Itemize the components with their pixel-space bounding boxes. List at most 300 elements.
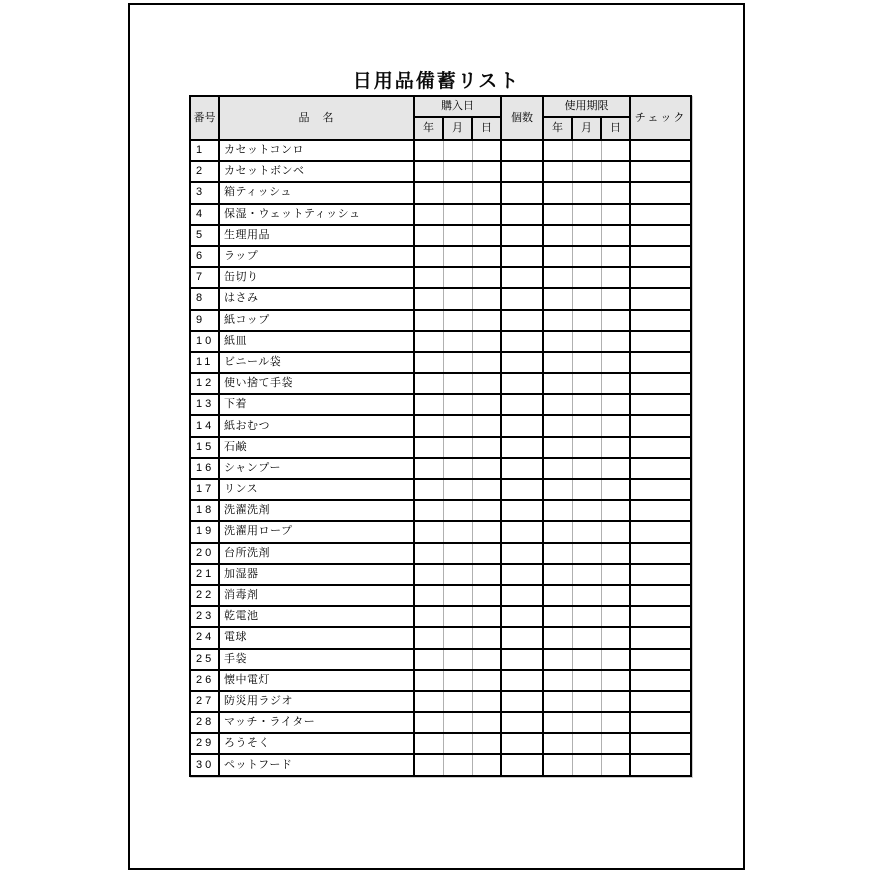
expiry-month-cell [572, 585, 601, 606]
expiry-year-cell [543, 352, 572, 373]
check-cell [630, 691, 691, 712]
expiry-day-cell [601, 225, 630, 246]
purchase-day-cell [472, 543, 501, 564]
expiry-year-cell [543, 437, 572, 458]
row-number: 6 [190, 246, 219, 267]
table-row [190, 670, 691, 691]
item-name: 懐中電灯 [219, 670, 414, 691]
purchase-month-cell [443, 267, 472, 288]
item-name: ラップ [219, 246, 414, 267]
check-cell [630, 310, 691, 331]
quantity-cell [501, 521, 543, 542]
col-header-quantity: 個数 [501, 96, 543, 140]
purchase-day-cell [472, 437, 501, 458]
expiry-year-cell [543, 543, 572, 564]
expiry-year-cell [543, 585, 572, 606]
expiry-month-cell [572, 712, 601, 733]
row-number: 12 [190, 373, 219, 394]
purchase-day-cell [472, 627, 501, 648]
purchase-year-cell [414, 606, 443, 627]
row-number: 26 [190, 670, 219, 691]
expiry-year-cell [543, 754, 572, 775]
quantity-cell [501, 373, 543, 394]
expiry-year-cell [543, 182, 572, 203]
item-name: 電球 [219, 627, 414, 648]
quantity-cell [501, 754, 543, 775]
expiry-month-cell [572, 161, 601, 182]
expiry-year-cell [543, 627, 572, 648]
item-name: 紙皿 [219, 331, 414, 352]
expiry-day-cell [601, 733, 630, 754]
expiry-day-cell [601, 691, 630, 712]
expiry-year-cell [543, 310, 572, 331]
purchase-day-cell [472, 204, 501, 225]
purchase-year-cell [414, 182, 443, 203]
expiry-year-cell [543, 521, 572, 542]
table-row [190, 352, 691, 373]
expiry-month-cell [572, 627, 601, 648]
purchase-day-cell [472, 521, 501, 542]
purchase-month-cell [443, 394, 472, 415]
purchase-month-cell [443, 415, 472, 436]
purchase-day-cell [472, 733, 501, 754]
check-cell [630, 288, 691, 309]
table-row [190, 500, 691, 521]
row-number: 14 [190, 415, 219, 436]
expiry-year-cell [543, 500, 572, 521]
purchase-day-cell [472, 585, 501, 606]
col-header-purchase-date: 購入日 [414, 96, 501, 117]
purchase-day-cell [472, 182, 501, 203]
expiry-year-cell [543, 479, 572, 500]
purchase-year-cell [414, 394, 443, 415]
purchase-year-cell [414, 140, 443, 161]
expiry-day-cell [601, 649, 630, 670]
purchase-month-cell [443, 585, 472, 606]
quantity-cell [501, 479, 543, 500]
check-cell [630, 204, 691, 225]
purchase-month-cell [443, 670, 472, 691]
check-cell [630, 500, 691, 521]
purchase-year-cell [414, 458, 443, 479]
item-name: 加湿器 [219, 564, 414, 585]
expiry-day-cell [601, 500, 630, 521]
expiry-month-cell [572, 691, 601, 712]
col-header-expiry-year: 年 [543, 117, 572, 140]
purchase-day-cell [472, 415, 501, 436]
expiry-month-cell [572, 754, 601, 775]
check-cell [630, 458, 691, 479]
quantity-cell [501, 288, 543, 309]
purchase-year-cell [414, 543, 443, 564]
purchase-year-cell [414, 246, 443, 267]
row-number: 13 [190, 394, 219, 415]
purchase-day-cell [472, 267, 501, 288]
purchase-month-cell [443, 606, 472, 627]
item-name: 保湿・ウェットティッシュ [219, 204, 414, 225]
quantity-cell [501, 331, 543, 352]
item-name: 洗濯用ロープ [219, 521, 414, 542]
item-name: ペットフード [219, 754, 414, 775]
expiry-month-cell [572, 352, 601, 373]
purchase-day-cell [472, 691, 501, 712]
table-row [190, 437, 691, 458]
expiry-day-cell [601, 670, 630, 691]
purchase-month-cell [443, 140, 472, 161]
item-name: ビニール袋 [219, 352, 414, 373]
expiry-day-cell [601, 564, 630, 585]
purchase-month-cell [443, 479, 472, 500]
row-number: 19 [190, 521, 219, 542]
col-header-expiry-day: 日 [601, 117, 630, 140]
item-name: カセットコンロ [219, 140, 414, 161]
table-body [190, 140, 691, 776]
quantity-cell [501, 649, 543, 670]
row-number: 27 [190, 691, 219, 712]
table-row [190, 543, 691, 564]
expiry-day-cell [601, 246, 630, 267]
row-number: 3 [190, 182, 219, 203]
row-number: 17 [190, 479, 219, 500]
row-number: 25 [190, 649, 219, 670]
purchase-month-cell [443, 627, 472, 648]
purchase-day-cell [472, 161, 501, 182]
row-number: 4 [190, 204, 219, 225]
expiry-year-cell [543, 394, 572, 415]
check-cell [630, 352, 691, 373]
purchase-month-cell [443, 437, 472, 458]
check-cell [630, 437, 691, 458]
expiry-year-cell [543, 670, 572, 691]
purchase-month-cell [443, 225, 472, 246]
purchase-day-cell [472, 712, 501, 733]
col-header-purchase-year: 年 [414, 117, 443, 140]
expiry-month-cell [572, 288, 601, 309]
purchase-day-cell [472, 225, 501, 246]
purchase-year-cell [414, 415, 443, 436]
table-row [190, 331, 691, 352]
table-row [190, 712, 691, 733]
purchase-year-cell [414, 437, 443, 458]
expiry-year-cell [543, 415, 572, 436]
row-number: 22 [190, 585, 219, 606]
purchase-month-cell [443, 288, 472, 309]
expiry-month-cell [572, 310, 601, 331]
quantity-cell [501, 670, 543, 691]
purchase-month-cell [443, 754, 472, 775]
quantity-cell [501, 458, 543, 479]
purchase-month-cell [443, 161, 472, 182]
check-cell [630, 712, 691, 733]
expiry-month-cell [572, 437, 601, 458]
row-number: 5 [190, 225, 219, 246]
expiry-year-cell [543, 140, 572, 161]
row-number: 20 [190, 543, 219, 564]
expiry-year-cell [543, 606, 572, 627]
row-number: 29 [190, 733, 219, 754]
purchase-year-cell [414, 331, 443, 352]
check-cell [630, 479, 691, 500]
expiry-month-cell [572, 458, 601, 479]
purchase-month-cell [443, 373, 472, 394]
purchase-month-cell [443, 733, 472, 754]
purchase-year-cell [414, 649, 443, 670]
purchase-day-cell [472, 606, 501, 627]
table-row [190, 394, 691, 415]
item-name: ろうそく [219, 733, 414, 754]
table-row [190, 691, 691, 712]
check-cell [630, 649, 691, 670]
quantity-cell [501, 267, 543, 288]
col-header-number: 番号 [190, 96, 219, 140]
expiry-day-cell [601, 415, 630, 436]
expiry-year-cell [543, 564, 572, 585]
purchase-day-cell [472, 458, 501, 479]
expiry-day-cell [601, 585, 630, 606]
table-row [190, 204, 691, 225]
expiry-year-cell [543, 691, 572, 712]
purchase-day-cell [472, 352, 501, 373]
check-cell [630, 521, 691, 542]
expiry-day-cell [601, 627, 630, 648]
expiry-month-cell [572, 564, 601, 585]
purchase-month-cell [443, 712, 472, 733]
expiry-day-cell [601, 754, 630, 775]
col-header-expiry-month: 月 [572, 117, 601, 140]
expiry-month-cell [572, 267, 601, 288]
col-header-purchase-month: 月 [443, 117, 472, 140]
table-row [190, 479, 691, 500]
page-title: 日用品備蓄リスト [352, 71, 521, 92]
item-name: はさみ [219, 288, 414, 309]
purchase-year-cell [414, 225, 443, 246]
expiry-month-cell [572, 500, 601, 521]
table-row [190, 627, 691, 648]
item-name: 紙コップ [219, 310, 414, 331]
item-name: カセットボンベ [219, 161, 414, 182]
expiry-day-cell [601, 352, 630, 373]
purchase-year-cell [414, 310, 443, 331]
quantity-cell [501, 204, 543, 225]
row-number: 8 [190, 288, 219, 309]
check-cell [630, 331, 691, 352]
row-number: 2 [190, 161, 219, 182]
expiry-month-cell [572, 670, 601, 691]
expiry-day-cell [601, 331, 630, 352]
purchase-month-cell [443, 649, 472, 670]
expiry-year-cell [543, 204, 572, 225]
expiry-year-cell [543, 288, 572, 309]
expiry-day-cell [601, 310, 630, 331]
expiry-year-cell [543, 267, 572, 288]
row-number: 10 [190, 331, 219, 352]
table-row [190, 246, 691, 267]
purchase-month-cell [443, 458, 472, 479]
quantity-cell [501, 691, 543, 712]
purchase-month-cell [443, 521, 472, 542]
check-cell [630, 733, 691, 754]
purchase-month-cell [443, 352, 472, 373]
check-cell [630, 564, 691, 585]
expiry-year-cell [543, 733, 572, 754]
check-cell [630, 754, 691, 775]
check-cell [630, 182, 691, 203]
expiry-day-cell [601, 182, 630, 203]
purchase-month-cell [443, 500, 472, 521]
item-name: 防災用ラジオ [219, 691, 414, 712]
item-name: リンス [219, 479, 414, 500]
check-cell [630, 606, 691, 627]
purchase-day-cell [472, 246, 501, 267]
quantity-cell [501, 543, 543, 564]
item-name: 紙おむつ [219, 415, 414, 436]
expiry-day-cell [601, 543, 630, 564]
expiry-year-cell [543, 246, 572, 267]
expiry-day-cell [601, 521, 630, 542]
purchase-day-cell [472, 288, 501, 309]
check-cell [630, 267, 691, 288]
expiry-month-cell [572, 373, 601, 394]
expiry-month-cell [572, 415, 601, 436]
stockpile-table [189, 95, 692, 777]
purchase-day-cell [472, 564, 501, 585]
row-number: 21 [190, 564, 219, 585]
purchase-month-cell [443, 182, 472, 203]
expiry-day-cell [601, 458, 630, 479]
item-name: 使い捨て手袋 [219, 373, 414, 394]
check-cell [630, 225, 691, 246]
purchase-month-cell [443, 246, 472, 267]
expiry-month-cell [572, 182, 601, 203]
purchase-year-cell [414, 754, 443, 775]
purchase-day-cell [472, 754, 501, 775]
expiry-month-cell [572, 733, 601, 754]
table-row [190, 458, 691, 479]
item-name: 台所洗剤 [219, 543, 414, 564]
row-number: 9 [190, 310, 219, 331]
check-cell [630, 246, 691, 267]
expiry-day-cell [601, 140, 630, 161]
purchase-year-cell [414, 564, 443, 585]
purchase-month-cell [443, 543, 472, 564]
purchase-year-cell [414, 691, 443, 712]
row-number: 11 [190, 352, 219, 373]
row-number: 30 [190, 754, 219, 775]
expiry-month-cell [572, 204, 601, 225]
check-cell [630, 415, 691, 436]
purchase-day-cell [472, 394, 501, 415]
purchase-day-cell [472, 331, 501, 352]
expiry-day-cell [601, 267, 630, 288]
table-row [190, 267, 691, 288]
purchase-month-cell [443, 310, 472, 331]
expiry-year-cell [543, 331, 572, 352]
row-number: 15 [190, 437, 219, 458]
table-row [190, 754, 691, 775]
expiry-year-cell [543, 225, 572, 246]
purchase-year-cell [414, 373, 443, 394]
table-row [190, 288, 691, 309]
expiry-day-cell [601, 288, 630, 309]
quantity-cell [501, 140, 543, 161]
table-row [190, 415, 691, 436]
purchase-year-cell [414, 521, 443, 542]
row-number: 7 [190, 267, 219, 288]
purchase-month-cell [443, 564, 472, 585]
check-cell [630, 394, 691, 415]
quantity-cell [501, 225, 543, 246]
purchase-year-cell [414, 500, 443, 521]
purchase-month-cell [443, 204, 472, 225]
row-number: 28 [190, 712, 219, 733]
quantity-cell [501, 585, 543, 606]
purchase-day-cell [472, 479, 501, 500]
item-name: 生理用品 [219, 225, 414, 246]
table-row [190, 585, 691, 606]
item-name: 缶切り [219, 267, 414, 288]
col-header-purchase-day: 日 [472, 117, 501, 140]
item-name: 下着 [219, 394, 414, 415]
purchase-month-cell [443, 331, 472, 352]
purchase-day-cell [472, 140, 501, 161]
purchase-day-cell [472, 373, 501, 394]
table-row [190, 373, 691, 394]
purchase-year-cell [414, 267, 443, 288]
expiry-day-cell [601, 204, 630, 225]
table-row [190, 225, 691, 246]
item-name: シャンプー [219, 458, 414, 479]
item-name: 洗濯洗剤 [219, 500, 414, 521]
expiry-day-cell [601, 712, 630, 733]
table-row [190, 161, 691, 182]
item-name: 消毒剤 [219, 585, 414, 606]
purchase-year-cell [414, 670, 443, 691]
item-name: マッチ・ライター [219, 712, 414, 733]
quantity-cell [501, 352, 543, 373]
expiry-month-cell [572, 140, 601, 161]
quantity-cell [501, 627, 543, 648]
expiry-day-cell [601, 394, 630, 415]
check-cell [630, 161, 691, 182]
quantity-cell [501, 606, 543, 627]
purchase-day-cell [472, 310, 501, 331]
expiry-month-cell [572, 394, 601, 415]
expiry-month-cell [572, 331, 601, 352]
table-row [190, 564, 691, 585]
check-cell [630, 627, 691, 648]
quantity-cell [501, 182, 543, 203]
table-row [190, 649, 691, 670]
purchase-year-cell [414, 712, 443, 733]
purchase-year-cell [414, 352, 443, 373]
expiry-year-cell [543, 712, 572, 733]
col-header-item-name: 品 名 [219, 96, 414, 140]
expiry-day-cell [601, 606, 630, 627]
quantity-cell [501, 437, 543, 458]
purchase-year-cell [414, 288, 443, 309]
expiry-month-cell [572, 543, 601, 564]
check-cell [630, 585, 691, 606]
table-row [190, 182, 691, 203]
table-row [190, 521, 691, 542]
expiry-month-cell [572, 479, 601, 500]
purchase-year-cell [414, 204, 443, 225]
purchase-year-cell [414, 733, 443, 754]
expiry-day-cell [601, 161, 630, 182]
expiry-month-cell [572, 521, 601, 542]
expiry-year-cell [543, 161, 572, 182]
purchase-day-cell [472, 500, 501, 521]
